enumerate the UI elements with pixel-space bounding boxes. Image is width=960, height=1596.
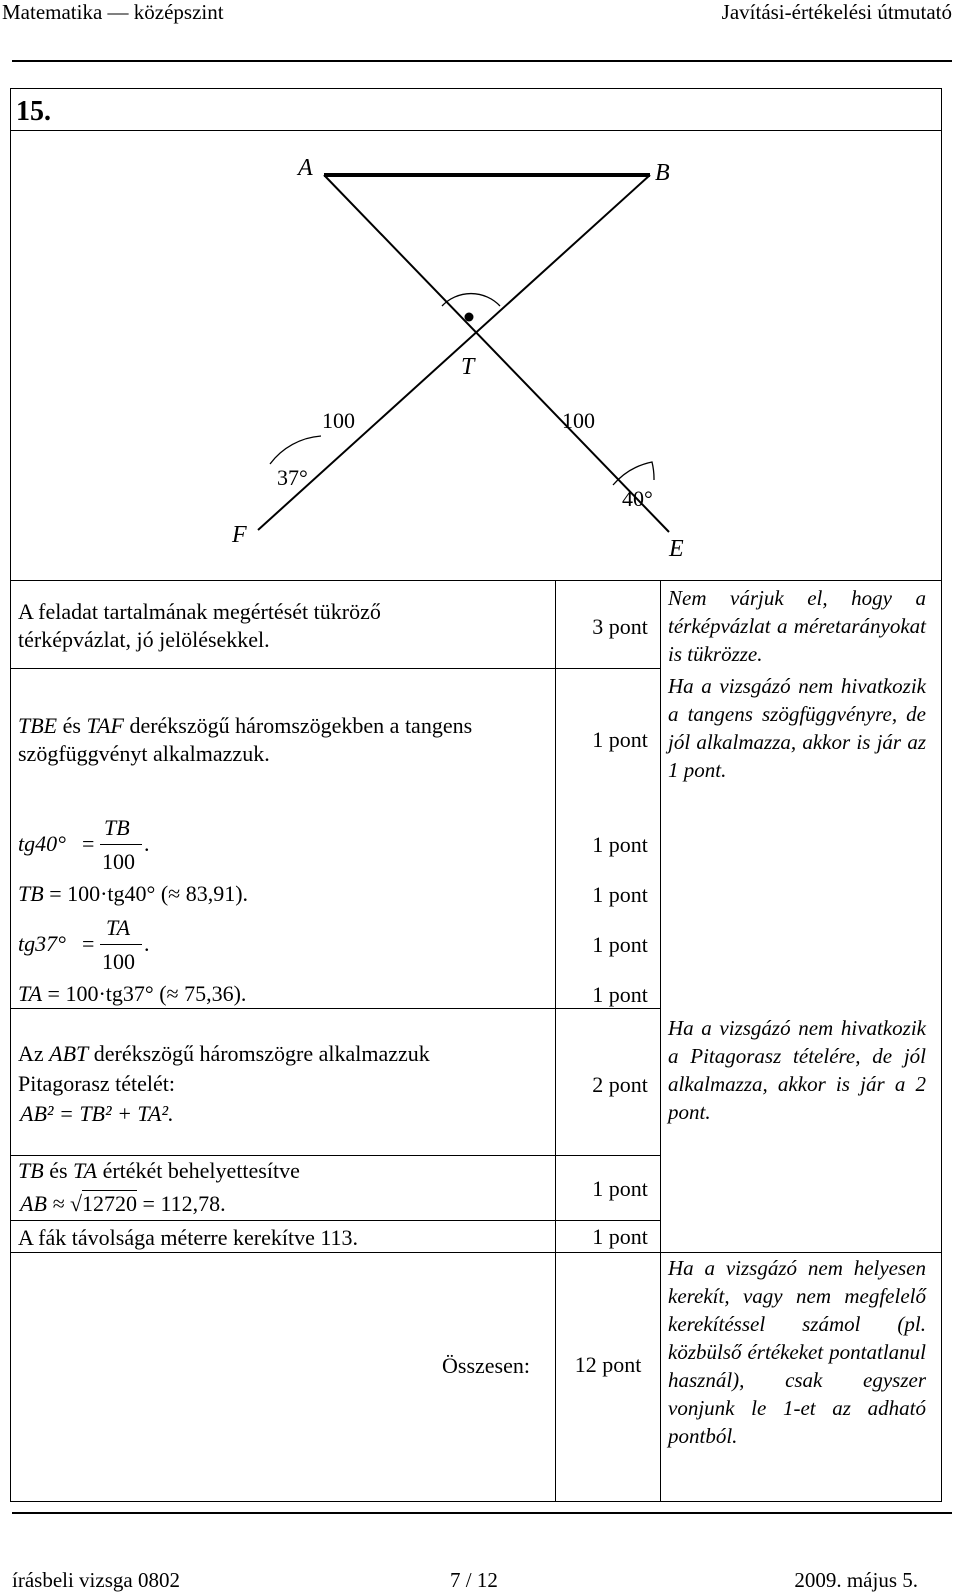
row3-denominator: 100 bbox=[102, 849, 135, 874]
row-divider-1 bbox=[10, 668, 660, 669]
label-F: F bbox=[232, 522, 247, 548]
row2-text-line2: szögfüggvényt alkalmazzuk. bbox=[18, 741, 270, 766]
map-sketch bbox=[0, 0, 960, 580]
row6-formula: TA = 100·tg37° (≈ 75,36). bbox=[18, 981, 247, 1006]
right-angle-dot bbox=[465, 313, 474, 322]
row2-text-line1: TBE és TAF derékszögű háromszögekben a tangens bbox=[18, 713, 473, 738]
row-divider-8 bbox=[10, 1220, 660, 1221]
label-len-right: 100 bbox=[562, 408, 595, 433]
row1-points: 3 pont bbox=[592, 614, 648, 639]
row8-ab: AB ≈ bbox=[20, 1191, 65, 1216]
row7-text-line1: Az ABT derékszögű háromszögre alkalmazzuk bbox=[18, 1041, 430, 1066]
figure-divider bbox=[10, 580, 942, 581]
row7-text-line2: Pitagorasz tételét: bbox=[18, 1071, 175, 1096]
row5-period: . bbox=[144, 931, 150, 956]
header-right: Javítási-értékelési útmutató bbox=[721, 0, 952, 24]
row9-text: A fák távolsága méterre kerekítve 113. bbox=[18, 1225, 359, 1250]
row5-points: 1 pont bbox=[592, 932, 648, 957]
label-A: A bbox=[298, 155, 313, 181]
row5-fraction-bar bbox=[100, 944, 142, 945]
label-B: B bbox=[655, 160, 670, 186]
label-T: T bbox=[461, 354, 475, 380]
row-divider-6 bbox=[10, 1008, 660, 1009]
row1-text-line1: A feladat tartalmának megértését tükröző bbox=[18, 599, 381, 624]
problem-number: 15. bbox=[16, 96, 51, 127]
segment-AE bbox=[324, 175, 669, 532]
row3-period: . bbox=[144, 831, 150, 856]
row7-note: Ha a vizsgázó nem hivatkozik a Pitagorasz tételére, de jól alkalmazza, akkor is jár a 2 pont. bbox=[668, 1016, 926, 1124]
label-len-left: 100 bbox=[322, 408, 355, 433]
row4-points: 1 pont bbox=[592, 882, 648, 907]
row2-points: 1 pont bbox=[592, 727, 648, 752]
row1-text-line2: térképvázlat, jó jelölésekkel. bbox=[18, 627, 270, 652]
row8-points: 1 pont bbox=[592, 1176, 648, 1201]
row2-tbe: TBE bbox=[18, 713, 58, 738]
label-angle-F: 37° bbox=[277, 465, 308, 490]
total-label: Összesen: bbox=[442, 1353, 530, 1378]
row5-numerator: TA bbox=[106, 915, 131, 940]
row3-numerator: TB bbox=[104, 815, 130, 840]
header-left: Matematika — középszint bbox=[2, 0, 224, 24]
footer-right: 2009. május 5. bbox=[794, 1568, 918, 1592]
row-divider-7 bbox=[10, 1155, 660, 1156]
footer-rule bbox=[12, 1512, 952, 1514]
row7-points: 2 pont bbox=[592, 1072, 648, 1097]
row8-result: = 112,78. bbox=[142, 1191, 226, 1216]
segment-BF bbox=[258, 175, 650, 530]
row2-and: és bbox=[57, 713, 87, 738]
row6-points: 1 pont bbox=[592, 982, 648, 1007]
row5-eq: = bbox=[82, 931, 95, 956]
angle-F-arc bbox=[270, 436, 321, 464]
row8-radicand: 12720 bbox=[82, 1191, 138, 1216]
total-note: Ha a vizsgázó nem helyesen kerekít, vagy nem megfelelő kerekítéssel számol (pl. közbülső értékeket pontatlanul használ), csak egyszer vonjunk le 1-et az adható pontból. bbox=[668, 1256, 926, 1448]
row2-note: Ha a vizsgázó nem hivatkozik a tangens szögfüggvényre, de jól alkalmazza, akkor is jár az 1 pont. bbox=[668, 674, 926, 782]
row8-formula: AB ≈ √12720 = 112,78. bbox=[20, 1191, 226, 1216]
row8-text-line1: TB és TA értékét behelyettesítve bbox=[18, 1158, 300, 1183]
footer-left: írásbeli vizsga 0802 bbox=[12, 1568, 180, 1592]
row2-taf: TAF bbox=[86, 713, 124, 738]
row1-note: Nem várjuk el, hogy a térképvázlat a méretarányokat is tükrözze. bbox=[668, 586, 926, 666]
row7-formula: AB² = TB² + TA². bbox=[20, 1101, 174, 1126]
total-points: 12 pont bbox=[574, 1352, 642, 1377]
label-angle-E: 40° bbox=[622, 486, 653, 511]
row-divider-9 bbox=[10, 1252, 942, 1253]
label-E: E bbox=[669, 536, 684, 562]
row3-eq: = bbox=[82, 831, 95, 856]
right-angle-arc bbox=[442, 294, 500, 306]
footer-center: 7 / 12 bbox=[450, 1568, 498, 1592]
row5-lhs: tg37° bbox=[18, 931, 66, 956]
row3-lhs: tg40° bbox=[18, 831, 66, 856]
row3-fraction-bar bbox=[100, 844, 142, 845]
row9-points: 1 pont bbox=[592, 1224, 648, 1249]
row4-formula: TB = 100·tg40° (≈ 83,91). bbox=[18, 881, 249, 906]
row3-points: 1 pont bbox=[592, 832, 648, 857]
row5-denominator: 100 bbox=[102, 949, 135, 974]
